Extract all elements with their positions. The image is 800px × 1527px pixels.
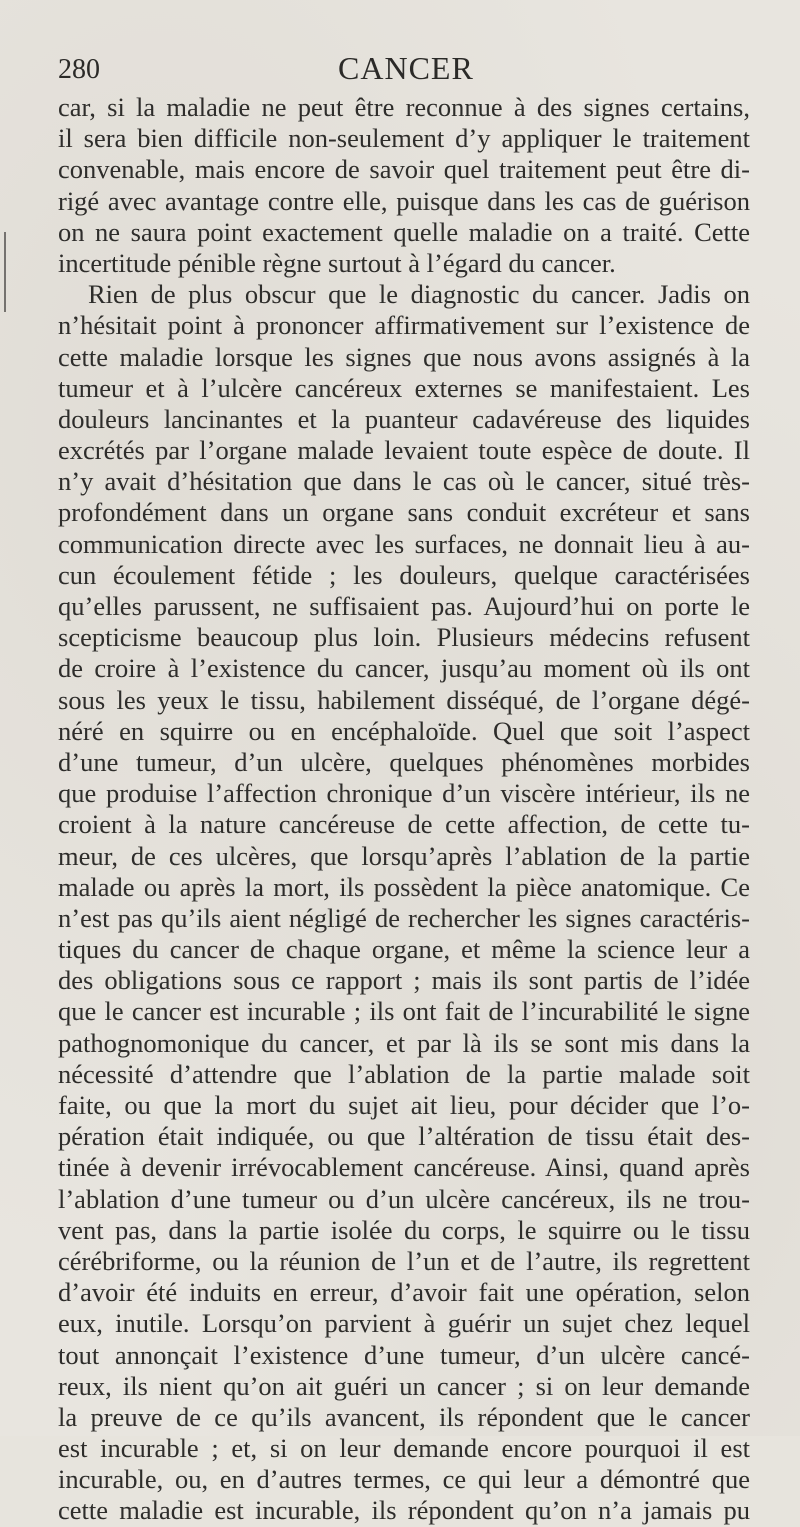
text-line: d’avoir été induits en erreur, d’avoir fait une opération, selon <box>58 1277 750 1308</box>
text-line: de croire à l’existence du cancer, jusqu’au moment où ils ont <box>58 653 750 684</box>
text-line: eux, inutile. Lorsqu’on parvient à guérir un sujet chez lequel <box>58 1308 750 1339</box>
text-line: tumeur et à l’ulcère cancéreux externes se manifestaient. Les <box>58 372 750 403</box>
text-line: vent pas, dans la partie isolée du corps, le squirre ou le tissu <box>58 1214 750 1245</box>
text-line: sous les yeux le tissu, habilement disséqué, de l’organe dégé- <box>58 684 750 715</box>
text-line: tiques du cancer de chaque organe, et même la science leur a <box>58 934 750 965</box>
text-line: nécessité d’attendre que l’ablation de la partie malade soit <box>58 1058 750 1089</box>
text-line: Rien de plus obscur que le diagnostic du cancer. Jadis on <box>88 279 750 310</box>
text-line: l’ablation d’une tumeur ou d’un ulcère cancéreux, ils ne trou- <box>58 1183 750 1214</box>
text-line: n’hésitait point à prononcer affirmativement sur l’existence de <box>58 310 750 341</box>
text-line: cun écoulement fétide ; les douleurs, quelque caractérisées <box>58 559 750 590</box>
text-line: néré en squirre ou en encéphaloïde. Quel que soit l’aspect <box>58 715 750 746</box>
text-line: n’est pas qu’ils aient négligé de rechercher les signes caractéris- <box>58 902 750 933</box>
text-line: croient à la nature cancéreuse de cette affection, de cette tu- <box>58 809 750 840</box>
text-line: pathognomonique du cancer, et par là ils se sont mis dans la <box>58 1027 750 1058</box>
text-line: incurable, ou, en d’autres termes, ce qui leur a démontré que <box>58 1464 750 1495</box>
page-header <box>58 48 748 88</box>
text-line: malade ou après la mort, ils possèdent la pièce anatomique. Ce <box>58 871 750 902</box>
text-line: il sera bien difficile non-seulement d’y appliquer le traitement <box>58 123 750 154</box>
text-line: convenable, mais encore de savoir quel traitement peut être di- <box>58 154 750 185</box>
text-line: reux, ils nient qu’on ait guéri un cancer ; si on leur demande <box>58 1370 750 1401</box>
text-line: meur, de ces ulcères, que lorsqu’après l’ablation de la partie <box>58 840 750 871</box>
text-line: communication directe avec les surfaces, ne donnait lieu à au- <box>58 528 750 559</box>
text-line: incertitude pénible règne surtout à l’égard du cancer. <box>58 247 616 278</box>
text-line: que le cancer est incurable ; ils ont fait de l’incurabilité le signe <box>58 996 750 1027</box>
text-line: cette maladie lorsque les signes que nous avons assignés à la <box>58 341 750 372</box>
text-line: pération était indiquée, ou que l’altération de tissu était des- <box>58 1121 750 1152</box>
text-line: profondément dans un organe sans conduit excréteur et sans <box>58 497 750 528</box>
text-line: n’y avait d’hésitation que dans le cas où le cancer, situé très- <box>58 466 750 497</box>
text-line: tinée à devenir irrévocablement cancéreuse. Ainsi, quand après <box>58 1152 750 1183</box>
text-line: car, si la maladie ne peut être reconnue à des signes certains, <box>58 92 750 122</box>
text-line: faite, ou que la mort du sujet ait lieu, pour décider que l’o- <box>58 1090 750 1120</box>
text-line: qu’elles parussent, ne suffisaient pas. Aujourd’hui on porte le <box>58 591 750 621</box>
text-line: excrétés par l’organe malade levaient toute espèce de doute. Il <box>58 435 750 466</box>
text-line: d’une tumeur, d’un ulcère, quelques phénomènes morbides <box>58 746 750 777</box>
text-line: est incurable ; et, si on leur demande encore pourquoi il est <box>58 1433 750 1464</box>
margin-bracket-mark <box>4 232 14 312</box>
text-line: cérébriforme, ou la réunion de l’un et de l’autre, ils regrettent <box>58 1245 750 1276</box>
running-title: CANCER <box>338 50 474 86</box>
text-line: la preuve de ce qu’ils avancent, ils répondent que le cancer <box>58 1401 750 1432</box>
text-line: tout annonçait l’existence d’une tumeur, d’un ulcère cancé- <box>58 1339 750 1370</box>
page-number: 280 <box>58 54 100 85</box>
text-line: douleurs lancinantes et la puanteur cadavéreuse des liquides <box>58 403 750 434</box>
text-line: rigé avec avantage contre elle, puisque dans les cas de guérison <box>58 185 750 216</box>
text-line: que produise l’affection chronique d’un viscère intérieur, ils ne <box>58 778 750 809</box>
text-line: cette maladie est incurable, ils répondent qu’on n’a jamais pu <box>58 1495 750 1526</box>
text-line: scepticisme beaucoup plus loin. Plusieurs médecins refusent <box>58 622 750 653</box>
text-line: on ne saura point exactement quelle maladie on a traité. Cette <box>58 216 750 247</box>
text-line: des obligations sous ce rapport ; mais ils sont partis de l’idée <box>58 965 750 996</box>
body-text <box>58 92 750 1527</box>
